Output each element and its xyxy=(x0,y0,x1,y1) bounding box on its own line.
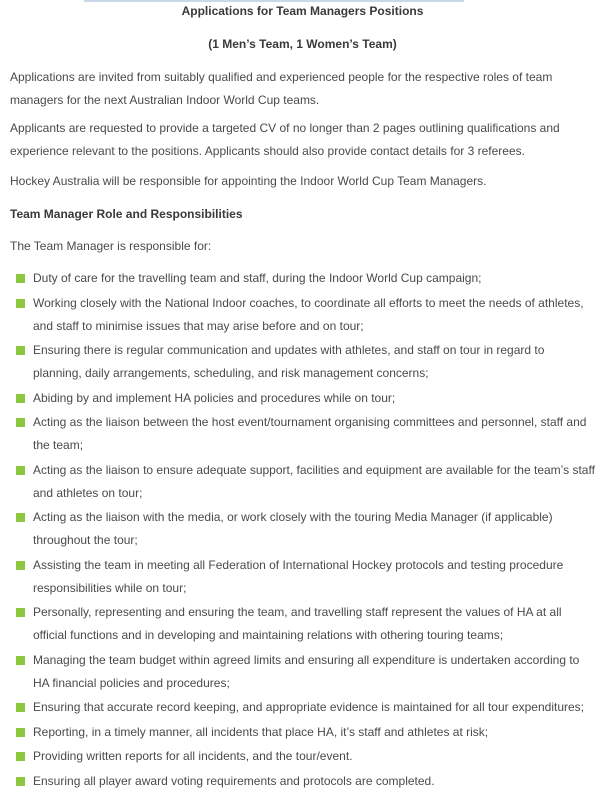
square-bullet-icon xyxy=(16,274,25,283)
list-item xyxy=(10,745,595,768)
square-bullet-icon xyxy=(16,656,25,665)
list-item xyxy=(10,339,595,385)
paragraph-applications: Applications are invited from suitably qualified and experienced people for the respective roles of team managers for the next Australian Indoor World Cup teams. xyxy=(10,70,553,107)
list-item-text: Reporting, in a timely manner, all incidents that place HA, it’s staff and athletes at risk; xyxy=(33,724,489,739)
list-item xyxy=(10,554,595,600)
list-item-text: Ensuring that accurate record keeping, and appropriate evidence is maintained for all tour expenditures; xyxy=(33,700,584,714)
list-item xyxy=(10,770,595,793)
section-intro: The Team Manager is responsible for: xyxy=(10,239,212,253)
paragraph-cv-requirements: Applicants are requested to provide a targeted CV of no longer than 2 pages outlining qualifications and experience relevant to the positions. Applicants should also provide contact details for 3 referees. xyxy=(10,121,560,158)
list-item xyxy=(10,721,595,744)
square-bullet-icon xyxy=(16,466,25,475)
list-item-text: Abiding by and implement HA policies and procedures while on tour; xyxy=(33,390,396,405)
list-item-text: Acting as the liaison between the host event/tournament organising committees and personnel, staff and the team; xyxy=(33,415,587,452)
list-item xyxy=(10,506,595,552)
responsibilities-list xyxy=(10,267,595,794)
list-item-text: Assisting the team in meeting all Federation of International Hockey protocols and testing procedure responsibilities while on tour; xyxy=(33,557,564,595)
list-item-text: Managing the team budget within agreed limits and ensuring all expenditure is undertaken according to HA financial policies and procedures; xyxy=(33,652,580,690)
list-item xyxy=(10,411,595,457)
page-title: Applications for Team Managers Positions xyxy=(181,4,424,18)
list-item xyxy=(10,292,595,338)
list-item xyxy=(10,387,595,410)
square-bullet-icon xyxy=(16,394,25,403)
square-bullet-icon xyxy=(16,513,25,522)
square-bullet-icon xyxy=(16,299,25,308)
list-item-text: Duty of care for the travelling team and staff, during the Indoor World Cup campaign; xyxy=(33,271,482,285)
section-heading: Team Manager Role and Responsibilities xyxy=(10,207,243,221)
list-item-text: Providing written reports for all incidents, and the tour/event. xyxy=(33,749,353,763)
list-item xyxy=(10,696,595,719)
paragraph-appointment: Hockey Australia will be responsible for appointing the Indoor World Cup Team Managers. xyxy=(10,174,487,188)
list-item xyxy=(10,459,595,505)
list-item xyxy=(10,601,595,647)
square-bullet-icon xyxy=(16,346,25,355)
list-item-text: Ensuring all player award voting requirements and protocols are completed. xyxy=(33,773,435,788)
page-subtitle: (1 Men’s Team, 1 Women’s Team) xyxy=(208,37,397,51)
top-divider xyxy=(84,0,464,2)
square-bullet-icon xyxy=(16,777,25,786)
square-bullet-icon xyxy=(16,752,25,761)
list-item-text: Working closely with the National Indoor coaches, to coordinate all efforts to meet the needs of athletes, and staff to minimise issues that may arise before and on tour; xyxy=(33,295,584,333)
square-bullet-icon xyxy=(16,728,25,737)
list-item xyxy=(10,649,595,695)
list-item-text: Acting as the liaison with the media, or work closely with the touring Media Manager (if applicable) throughout the tour; xyxy=(33,510,553,547)
list-item-text: Personally, representing and ensuring the team, and travelling staff represent the values of HA at all official functions and in developing and maintaining relations with othering touring teams; xyxy=(33,605,562,642)
square-bullet-icon xyxy=(16,561,25,570)
list-item xyxy=(10,267,595,290)
list-item-text: Ensuring there is regular communication and updates with athletes, and staff on tour in regard to planning, daily arrangements, scheduling, and risk management concerns; xyxy=(33,343,545,380)
square-bullet-icon xyxy=(16,703,25,712)
square-bullet-icon xyxy=(16,418,25,427)
square-bullet-icon xyxy=(16,608,25,617)
list-item-text: Acting as the liaison to ensure adequate support, facilities and equipment are available for the team’s staff and athletes on tour; xyxy=(33,462,595,500)
